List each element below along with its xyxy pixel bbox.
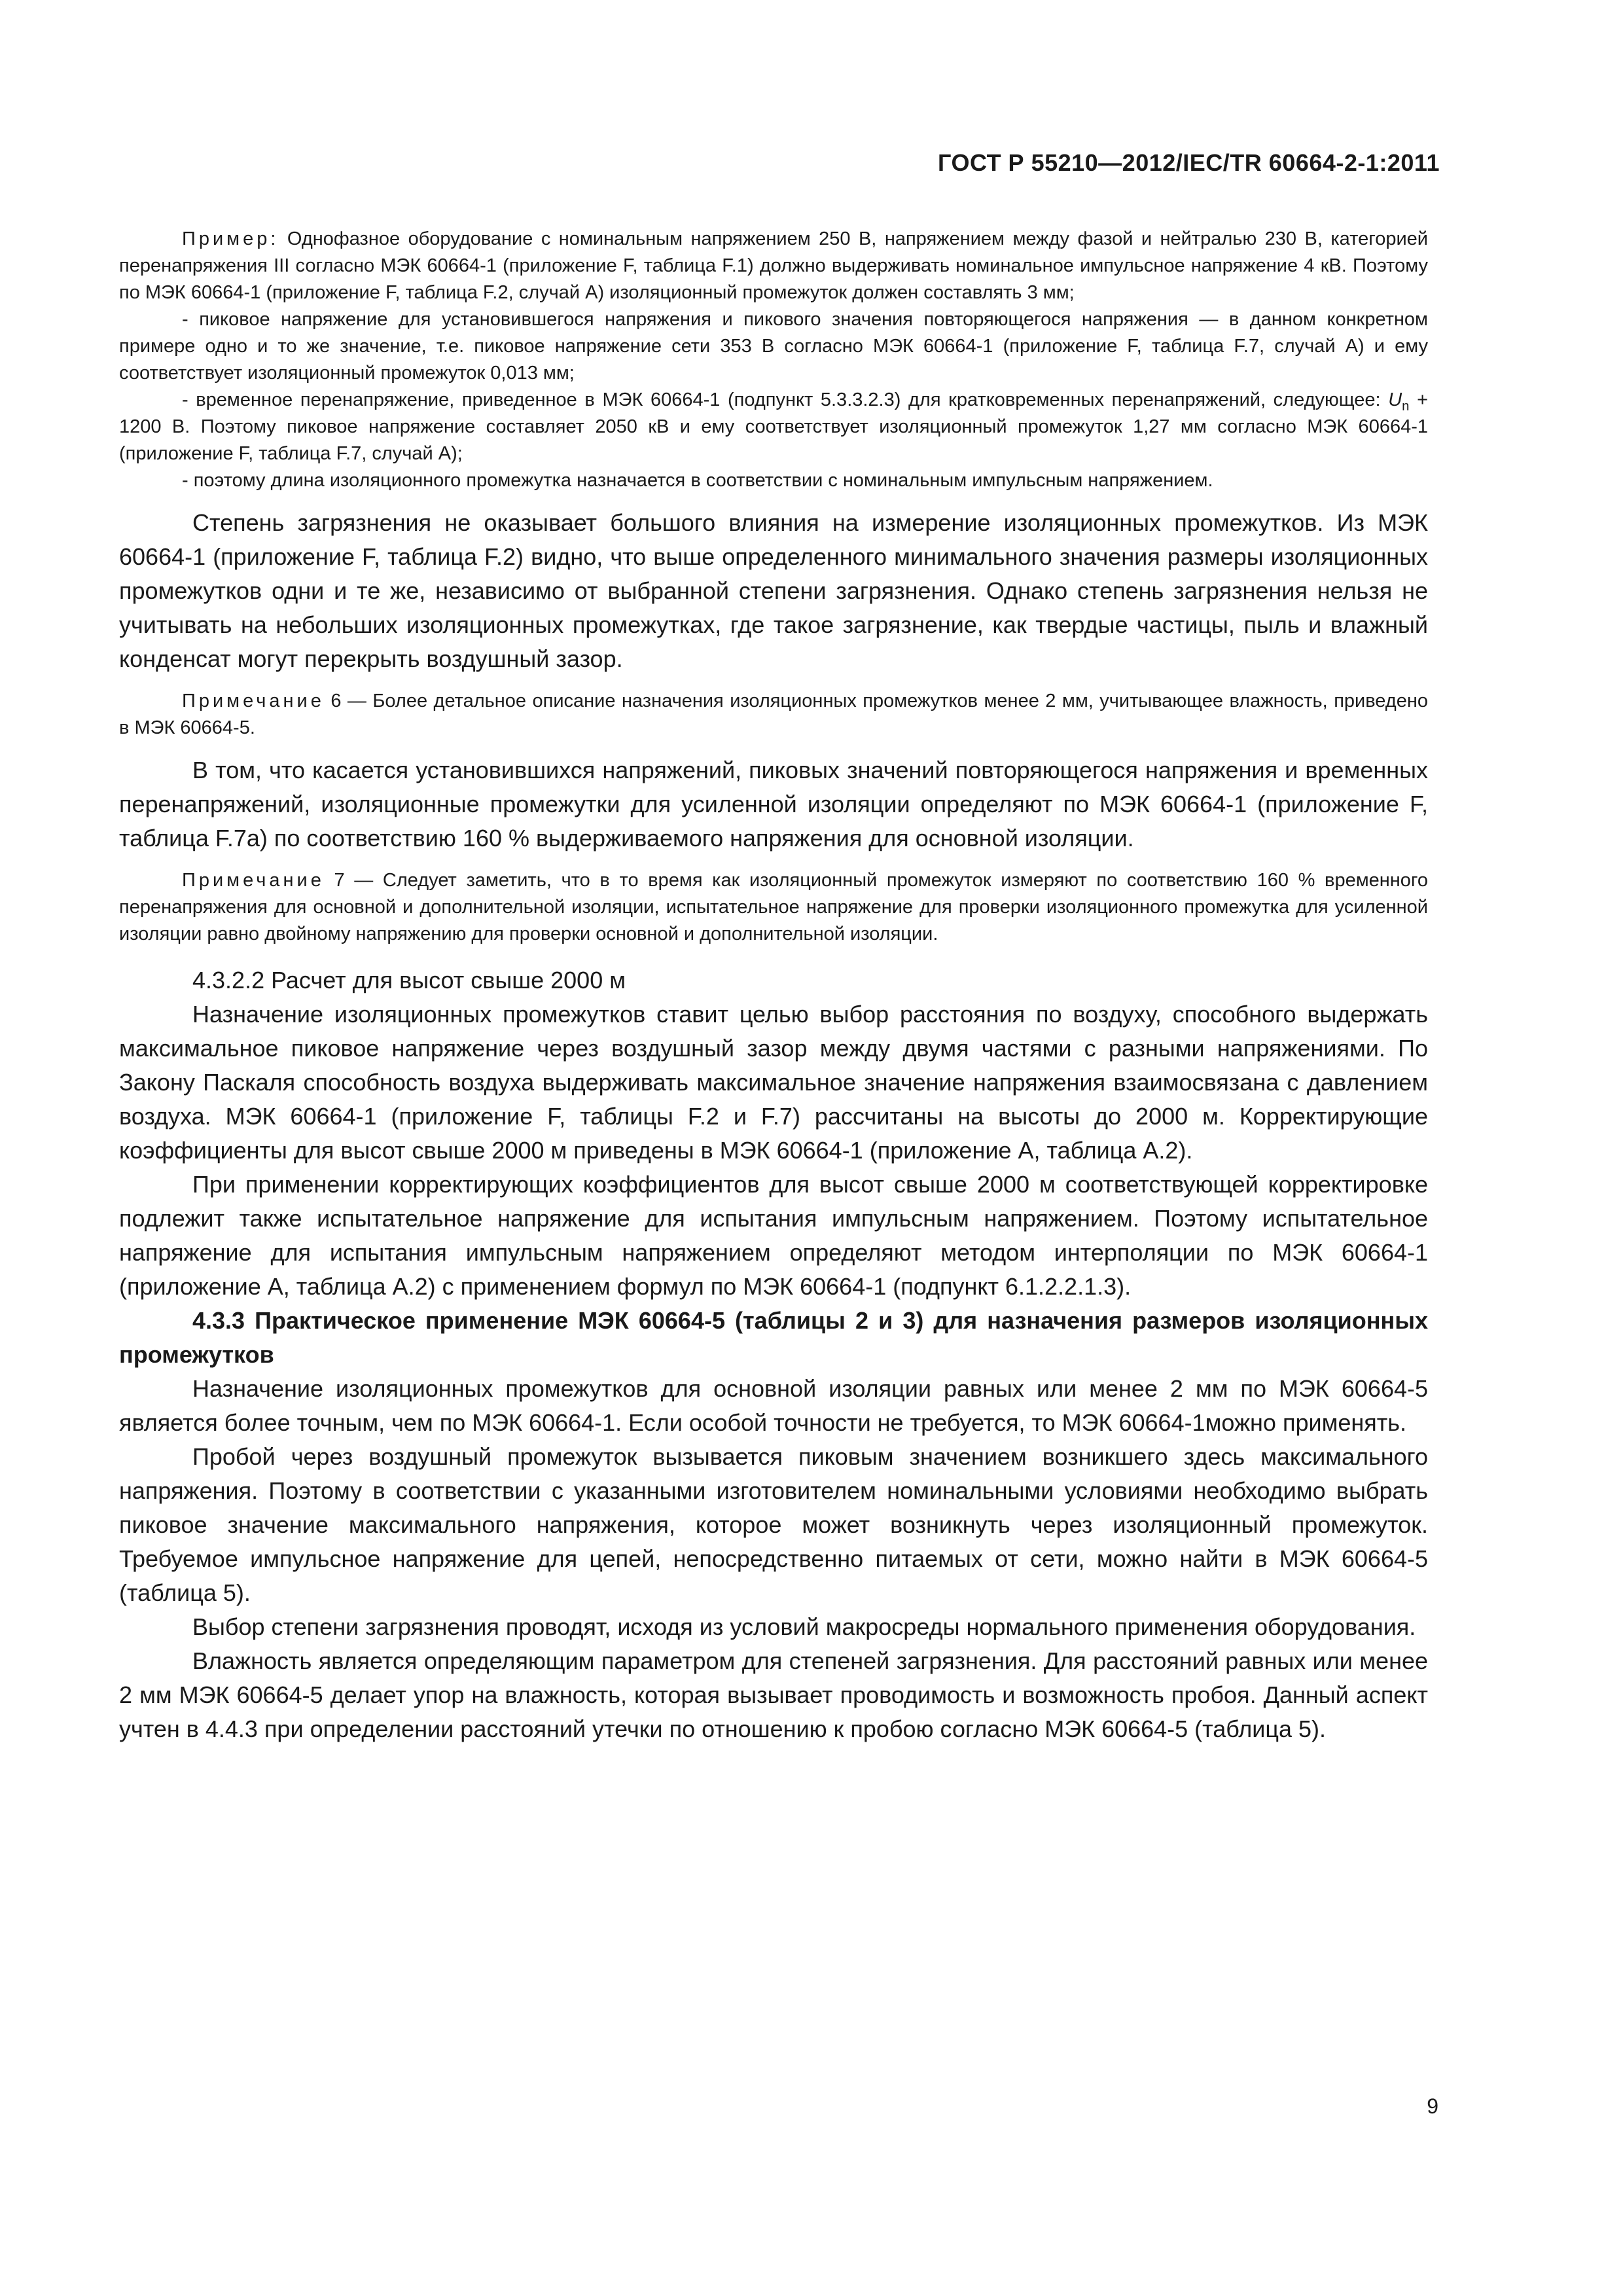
section-433-paragraph-1: Назначение изоляционных промежутков для основной изоляции равных или менее 2 мм по МЭК 60664-5 является более точным, чем по МЭК 60664-1. Если особой точности не требуется, то МЭК 60664-1можно применять. [119,1375,1428,1436]
voltage-subscript: n [1402,399,1410,414]
section-433-heading: 4.3.3 Практическое применение МЭК 60664-5 (таблицы 2 и 3) для назначения размеров изоляционных промежутков [119,1307,1428,1368]
example-bullet-2-start: - временное перенапряжение, приведенное в МЭК 60664-1 (подпункт 5.3.3.2.3) для кратковременных перенапряжений, следующее: [182,389,1389,410]
reinforced-insulation-paragraph: В том, что касается установившихся напряжений, пиковых значений повторяющегося напряжения и временных перенапряжений, изоляционные промежутки для усиленной изоляции определяют по МЭК 60664-1 (приложение F, таблица F.7a) по соответствию 160 % выдерживаемого напряжения для основной изоляции. [119,757,1428,852]
note-6-text: 6 — Более детальное описание назначения изоляционных промежутков менее 2 мм, учитывающее влажность, приведено в МЭК 60664-5. [119,691,1428,738]
note-7-label: Примечание [182,870,325,891]
pollution-paragraph: Степень загрязнения не оказывает большого влияния на измерение изоляционных промежутков. Из МЭК 60664-1 (приложение F, таблица F.2) видно, что выше определенного минимального значения размеры изоляционных промежутков одни и те же, независимо от выбранной степени загрязнения. Однако степень загрязнения нельзя не учитывать на небольших изоляционных промежутках, где такое загрязнение, как твердые частицы, пыль и влажный конденсат могут перекрыть воздушный зазор. [119,509,1428,672]
section-4322-paragraph-2: При применении корректирующих коэффициентов для высот свыше 2000 м соответствующей корректировке подлежит также испытательное напряжение для испытания импульсным напряжением. Поэтому испытательное напряжение для испытания импульсным напряжением определяют методом интерполяции по МЭК 60664-1 (приложение А, таблица А.2) с применением формул по МЭК 60664-1 (подпункт 6.1.2.2.1.3). [119,1171,1428,1300]
example-bullet-2-end: + 1200 В. Поэтому пиковое напряжение составляет 2050 кВ и ему соответствует изоляционный промежуток 1,27 мм согласно МЭК 60664-1 (приложение F, таблица F.7, случай А); [119,389,1428,464]
section-4322-paragraph-1: Назначение изоляционных промежутков ставит целью выбор расстояния по воздуху, способного выдержать максимальное пиковое напряжение через воздушный зазор между двумя частями с разными напряжениями. По Закону Паскаля способность воздуха выдерживать максимальное значение напряжения взаимосвязана с давлением воздуха. МЭК 60664-1 (приложение F, таблицы F.2 и F.7) рассчитаны на высоты до 2000 м. Корректирующие коэффициенты для высот свыше 2000 м приведены в МЭК 60664-1 (приложение А, таблица А.2). [119,1001,1428,1164]
section-433-paragraph-2: Пробой через воздушный промежуток вызывается пиковым значением возникшего здесь максимального напряжения. Поэтому в соответствии с указанными изготовителем номинальными условиями необходимо выбрать пиковое значение максимального напряжения, которое может возникнуть через изоляционный промежуток. Требуемое импульсное напряжение для цепей, непосредственно питаемых от сети, можно найти в МЭК 60664-5 (таблица 5). [119,1443,1428,1606]
page-number: 9 [1427,2094,1438,2118]
example-paragraph [119,226,1428,306]
example-text: Однофазное оборудование с номинальным напряжением 250 В, напряжением между фазой и нейтралью 230 В, категорией перенапряжения III согласно МЭК 60664-1 (приложение F, таблица F.1) должно выдерживать номинальное импульсное напряжение 4 кВ. Поэтому по МЭК 60664-1 (приложение F, таблица F.2, случай А) изоляционный промежуток должен составлять 3 мм; [119,228,1428,303]
example-label: Пример: [182,228,279,249]
note-6 [119,688,1428,742]
section-433-paragraph-3: Выбор степени загрязнения проводят, исходя из условий макросреды нормального применения оборудования. [192,1613,1416,1640]
voltage-variable: U [1388,389,1402,410]
note-7 [119,867,1428,948]
section-433-paragraph-4: Влажность является определяющим параметром для степеней загрязнения. Для расстояний равных или менее 2 мм МЭК 60664-5 делает упор на влажность, которая вызывает проводимость и возможность пробоя. Данный аспект учтен в 4.4.3 при определении расстояний утечки по отношению к пробою согласно МЭК 60664-5 (таблица 5). [119,1647,1428,1742]
example-bullet-3: - поэтому длина изоляционного промежутка назначается в соответствии с номинальным импульсным напряжением. [182,470,1213,491]
example-bullet-2 [119,387,1428,467]
section-4322-heading: 4.3.2.2 Расчет для высот свыше 2000 м [192,967,626,994]
note-7-text: 7 — Следует заметить, что в то время как изоляционный промежуток измеряют по соответствию 160 % временного перенапряжения для основной и дополнительной изоляции, испытательное напряжение для проверки изоляционного промежутка для усиленной изоляции равно двойному напряжению для проверки основной и дополнительной изоляции. [119,870,1428,944]
example-bullet-1: - пиковое напряжение для установившегося напряжения и пикового значения повторяющегося напряжения — в данном конкретном примере одно и то же значение, т.е. пиковое напряжение сети 353 В согласно МЭК 60664-1 (приложение F, таблица F.7, случай А) и ему соответствует изоляционный промежуток 0,013 мм; [119,309,1428,384]
note-6-label: Примечание [182,691,325,711]
document-body [119,226,1428,1746]
document-header: ГОСТ Р 55210—2012/IEC/TR 60664-2-1:2011 [938,149,1440,176]
